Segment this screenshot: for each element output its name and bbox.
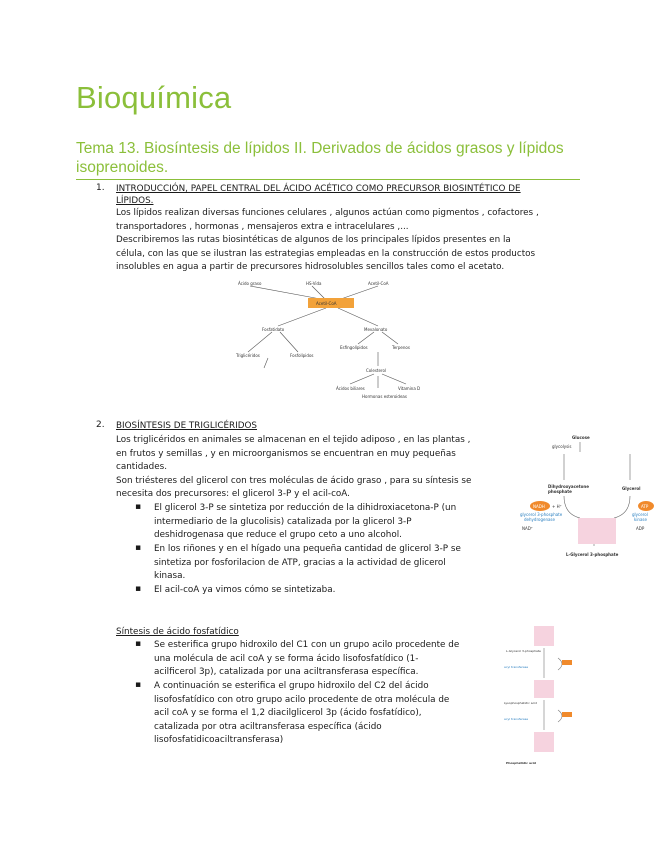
diagram-label: Glucose — [572, 435, 590, 440]
acetyl-coa-pathway-diagram — [228, 278, 438, 402]
diagram-label: ATP — [641, 504, 649, 509]
title-divider — [76, 179, 580, 180]
diagram-label: Fosfatidato — [262, 327, 285, 332]
list-item — [154, 639, 494, 680]
diagram-label: Glycerol — [622, 486, 641, 491]
paragraph-line: en frutos y semillas , y en microorganismos se encuentran en muy pequeñas — [116, 448, 456, 459]
bullet-marker: ▪ — [135, 584, 142, 594]
diagram-label: Hormonas esteroideas — [362, 394, 407, 399]
diagram-label: dehydrogenase — [524, 517, 555, 522]
diagram-label: Dihydroxyacetone — [548, 484, 589, 489]
diagram-label: Vitamina D — [398, 386, 421, 391]
chapter-subtitle: Tema 13. Biosíntesis de lípidos II. Derivados de ácidos grasos y lípidos isoprenoides. — [76, 140, 564, 176]
diagram-label: Ácido graso — [238, 281, 262, 286]
diagram-label: Colesterol — [366, 368, 387, 373]
diagram-label: Ácidos biliares — [336, 386, 365, 391]
paragraph-line: Son triésteres del glicerol con tres moléculas de ácido graso , para su síntesis se — [116, 475, 472, 486]
paragraph-line: necesita dos precursores: el glicerol 3-P y el acil-coA. — [116, 489, 350, 500]
diagram-label: Acetil-CoA — [316, 301, 337, 306]
acyl-coa-badge — [562, 712, 572, 717]
list-item-line: A continuación se esterifica el grupo hidroxilo del C2 del ácido — [154, 681, 429, 691]
section-1-number: 1. — [96, 183, 105, 193]
list-item-line: una molécula de acil coA y se forma ácido lisofosfatídico (1- — [154, 653, 419, 664]
diagram-label: glycerol 3-phosphate — [520, 512, 563, 517]
acyl-coa-badge — [562, 660, 572, 665]
product-highlight — [578, 518, 616, 544]
paragraph-line: cantidades. — [116, 462, 168, 473]
diagram-label: + H⁺ — [552, 504, 562, 509]
bullet-marker: ▪ — [135, 502, 142, 512]
diagram-label: Fosfolípidos — [290, 353, 314, 358]
diagram-label: acyl transferase — [504, 717, 529, 721]
diagram-label: NAD⁺ — [522, 526, 533, 531]
list-item — [154, 680, 494, 748]
bullet-marker: ▪ — [135, 543, 142, 553]
list-item-line: El glicerol 3-P se sintetiza por reducción de la dihidroxiacetona-P (un — [154, 503, 457, 513]
section-1-heading-line: INTRODUCCIÓN, PAPEL CENTRAL DEL ÁCIDO ACÉTICO COMO PRECURSOR BIOSINTÉTICO DE — [116, 184, 521, 194]
list-item-line: kinasa. — [154, 571, 186, 581]
diagram-label: glycerol — [632, 512, 648, 517]
bullet-marker: ▪ — [135, 639, 142, 649]
list-item — [154, 502, 499, 543]
diagram-label: Esfingolípidos — [340, 345, 368, 350]
diagram-label: NADH — [533, 504, 545, 509]
section-2-number: 2. — [96, 420, 105, 430]
section-1-heading — [116, 183, 556, 207]
diagram-label: L-Glycerol 3-phosphate — [506, 649, 541, 653]
lysophosphatidate-highlight — [534, 680, 554, 698]
list-item-line: acilficerol 3p), catalizada por una aciltransferasa específica. — [154, 667, 419, 677]
list-item-line: En los riñones y en el hígado una pequeña cantidad de glicerol 3-P se — [154, 544, 461, 554]
glycerol-highlight — [534, 626, 554, 646]
list-item-line: catalizada por otra aciltransferasa específica (ácido — [154, 721, 382, 732]
glycerol-3-phosphate-diagram — [518, 432, 655, 567]
paragraph-line: insolubles en agua a partir de precursores hidrosolubles sencillos tales como el acetato. — [116, 262, 505, 273]
list-item-line: acil coA y se forma el 1,2 diacilglicerol 3p (ácido fosfatídico), — [154, 708, 422, 718]
list-item — [154, 543, 499, 584]
diagram-label: Mevalonato — [364, 327, 388, 332]
diagram-label: kinase — [634, 517, 647, 522]
section-2-heading: BIOSÍNTESIS DE TRIGLICÉRIDOS — [116, 421, 258, 431]
phosphatidate-highlight — [534, 732, 554, 752]
list-item-line: Se esterifica grupo hidroxilo del C1 con un grupo acilo procedente de — [154, 640, 460, 650]
diagram-label: glycolysis — [552, 444, 572, 449]
list-item-line: lisofosfatidicoaciltransferasa) — [154, 735, 284, 745]
list-item — [154, 584, 499, 598]
list-item-line: El acil-coA ya vimos cómo se sintetizaba. — [154, 585, 336, 595]
paragraph-line: transportadores , hormonas , mensajeros extra e intracelulares ,... — [116, 221, 409, 232]
list-item-line: lisofosfatídico con otro grupo acilo procedente de otra molécula de — [154, 694, 450, 705]
paragraph-line: Los triglicéridos en animales se almacenan en el tejido adiposo , en las plantas , — [116, 435, 471, 445]
diagram-label: Triglicéridos — [236, 353, 260, 358]
diagram-label: ADP — [636, 526, 645, 531]
diagram-label: acyl transferase — [504, 665, 529, 669]
phosphatidic-acid-diagram — [504, 624, 588, 776]
diagram-label: phosphate — [548, 489, 572, 494]
paragraph-line: Los lípidos realizan diversas funciones celulares , algunos actúan como pigmentos , cofactores , — [116, 208, 539, 218]
section-2-body — [116, 434, 511, 502]
list-item-line: intermediario de la glucolisis) catalizada por la glicerol 3-P — [154, 516, 412, 527]
diagram-label: Acetil-CoA — [368, 281, 389, 286]
diagram-label: HS-Vida — [306, 281, 322, 286]
section-3-heading: Síntesis de ácido fosfatídico — [116, 627, 239, 637]
paragraph-line: Describiremos las rutas biosintéticas de algunos de los principales lípidos presentes en la — [116, 235, 511, 246]
diagram-label: Terpenos — [392, 345, 410, 350]
diagram-label: L-Glycerol 3-phosphate — [566, 552, 619, 557]
list-item-line: deshidrogenasa que reduce el grupo ceto a uno alcohol. — [154, 530, 402, 540]
section-1-heading-line: LÍPIDOS. — [116, 196, 154, 206]
bullet-marker: ▪ — [135, 680, 142, 690]
diagram-label: Lysophosphatidic acid — [504, 701, 537, 705]
paragraph-line: célula, con las que se ilustran las estrategias empleadas en la construcción de estos productos — [116, 248, 536, 259]
section-1-body — [116, 207, 586, 275]
document-title: Bioquímica — [76, 80, 232, 115]
list-item-line: sintetiza por fosforilacion de ATP, gracias a la actividad de glicerol — [154, 557, 446, 568]
diagram-label: Phosphatidic acid — [506, 761, 536, 765]
